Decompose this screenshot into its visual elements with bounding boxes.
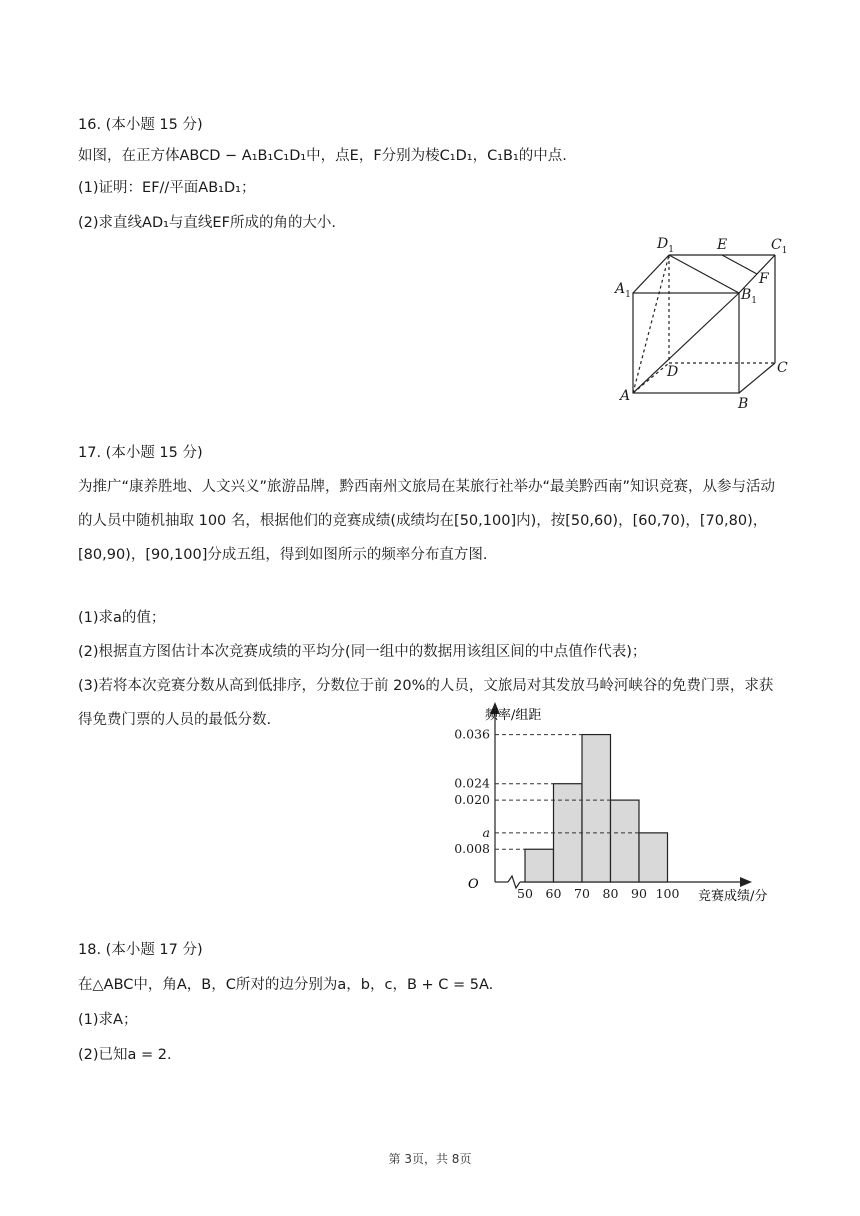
page-footer: 第 3页，共 8页 <box>388 1152 472 1166</box>
label-F: F <box>759 271 769 287</box>
x-tick-label: 60 <box>545 886 562 901</box>
q17-part3: (3)若将本次竞赛分数从高到低排序，分数位于前 20%的人员，文旅局对其发放马岭河峡谷的免费门票，求获得免费门票的人员的最低分数. <box>78 678 774 728</box>
q16-stem: 如图，在正方体ABCD − A₁B₁C₁D₁中，点E，F分别为棱C₁D₁，C₁B₁的中点. <box>78 148 567 164</box>
label-B1: $B_1$ <box>741 287 758 306</box>
q18-part2: (2)已知a = 2. <box>78 1047 172 1063</box>
label-A1: $A_1$ <box>615 281 631 300</box>
cube-figure <box>605 232 805 412</box>
x-tick-label: 50 <box>517 886 533 901</box>
x-tick-label: 80 <box>602 886 619 901</box>
segment-EF <box>722 255 757 274</box>
label-C1: $C_1$ <box>771 237 788 256</box>
q17-stem: 为推广“康养胜地、人文兴义”旅游品牌，黔西南州文旅局在某旅行社举办“最美黔西南”知识竞赛，从参与活动的人员中随机抽取 100 名，根据他们的竞赛成绩(成绩均在[50,100]内)，按[50,60)，[60,70)，[70,80)，[80,90)，[90,100]分成五组，得到如图所示的频率分布直方图. <box>78 479 776 563</box>
q17-heading: 17. (本小题 15 分) <box>78 445 203 461</box>
x-tick-label: 100 <box>655 886 680 901</box>
segment-D1B1 <box>669 255 739 293</box>
histogram-bar <box>525 849 554 882</box>
histogram-bar <box>639 833 668 882</box>
q18-stem: 在△ABC中，角A，B，C所对的边分别为a，b，c，B + C = 5A. <box>78 977 494 993</box>
y-tick-label: 0.024 <box>454 775 490 791</box>
y-tick-label: 0.008 <box>454 841 490 857</box>
q16-part1: (1)证明：EF//平面AB₁D₁； <box>78 180 256 196</box>
x-axis-arrow <box>740 877 752 887</box>
y-tick-label: a <box>482 824 490 840</box>
q16-heading: 16. (本小题 15 分) <box>78 117 203 133</box>
histogram-bar <box>611 800 640 882</box>
segment-A1D1-diag <box>633 255 669 393</box>
label-D1: $D_1$ <box>657 236 674 255</box>
x-tick-label: 90 <box>631 886 647 901</box>
histogram-chart <box>430 700 800 910</box>
label-B: B <box>738 396 749 412</box>
origin-label: O <box>468 877 479 892</box>
x-axis-label: 竞赛成绩/分 <box>698 889 768 904</box>
x-tick-label: 70 <box>574 886 590 901</box>
q18-part1: (1)求A； <box>78 1012 138 1028</box>
segment-AB1 <box>633 293 739 393</box>
y-axis-label: 频率/组距 <box>485 708 542 723</box>
label-E: E <box>717 237 728 253</box>
histogram-bar <box>582 735 611 882</box>
q17-part2: (2)根据直方图估计本次竞赛成绩的平均分(同一组中的数据用该组区间的中点值作代表)； <box>78 644 647 660</box>
y-tick-label: 0.036 <box>454 726 490 742</box>
label-C: C <box>777 360 788 376</box>
q18-heading: 18. (本小题 17 分) <box>78 942 203 958</box>
q17-part1: (1)求a的值； <box>78 610 166 626</box>
label-A: A <box>620 388 631 404</box>
y-tick-label: 0.020 <box>454 792 490 808</box>
q16-part2: (2)求直线AD₁与直线EF所成的角的大小. <box>78 215 337 231</box>
label-D: D <box>667 364 679 380</box>
